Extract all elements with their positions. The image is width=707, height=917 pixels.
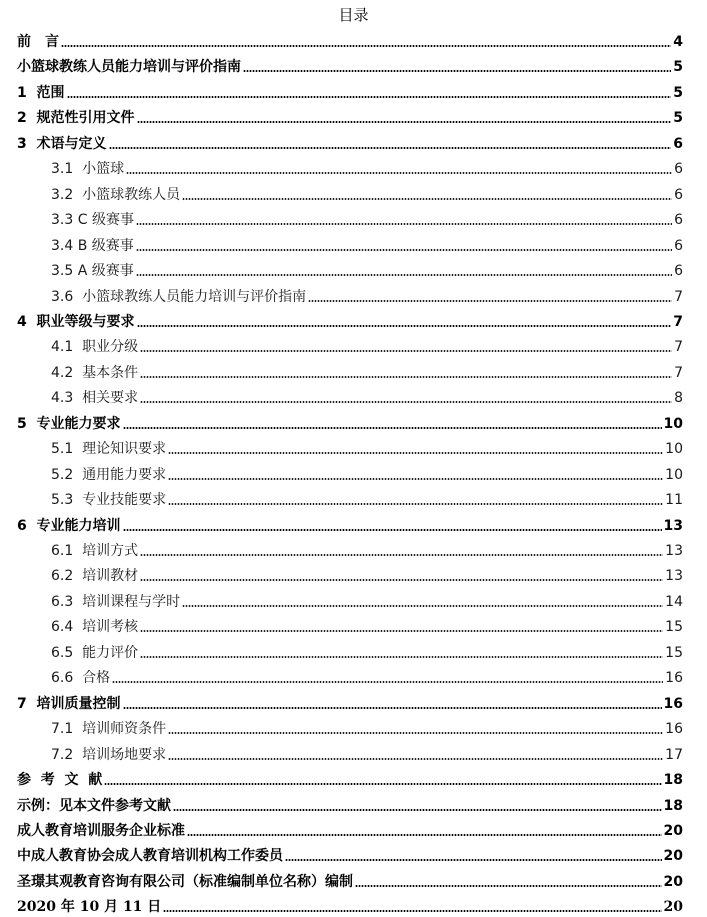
toc-entry[interactable] — [51, 283, 683, 307]
toc-entry-page: 16 — [665, 670, 683, 687]
toc-entry-page: 6 — [674, 186, 683, 203]
toc-entry[interactable] — [17, 868, 683, 892]
toc-entry-page: 20 — [663, 899, 683, 916]
toc-entry[interactable] — [17, 817, 683, 841]
toc-entry-page: 16 — [663, 695, 683, 712]
dot-leader — [61, 45, 671, 47]
toc-entry-text: 6.3 培训课程与学时 — [51, 593, 181, 610]
toc-entry[interactable] — [51, 588, 683, 612]
toc-entry-page: 20 — [663, 848, 683, 865]
toc-entry[interactable] — [51, 664, 683, 688]
toc-entry-text: 4.3 相关要求 — [51, 390, 139, 407]
dot-leader — [140, 579, 663, 581]
toc-entry-text: 2020 年 10 月 11 日 — [17, 899, 162, 916]
toc-entry[interactable] — [17, 893, 683, 917]
toc-entry[interactable] — [51, 206, 683, 230]
dot-leader — [168, 478, 663, 480]
toc-entry-page: 8 — [674, 390, 683, 407]
toc-entry-text: 6.1 培训方式 — [51, 543, 139, 559]
dot-leader — [136, 274, 672, 276]
toc-entry-text: 3.2 小篮球教练人员 — [51, 186, 181, 203]
toc-entry-page: 5 — [673, 110, 683, 127]
dot-leader — [140, 376, 672, 378]
toc-entry-text: 圣璟其观教育咨询有限公司（标准编制单位名称）编制 — [17, 873, 353, 890]
toc-entry-text: 2 规范性引用文件 — [17, 110, 135, 127]
toc-entry-page: 6 — [674, 161, 683, 178]
toc-entry-text: 前 言 — [17, 34, 59, 50]
dot-leader — [109, 147, 672, 149]
dot-leader — [67, 96, 672, 98]
toc-entry-text: 6 专业能力培训 — [17, 517, 121, 534]
toc-entry-page: 11 — [665, 492, 683, 509]
toc-entry-text: 3.1 小篮球 — [51, 161, 125, 178]
toc-entry-page: 10 — [665, 441, 683, 458]
toc-entry-page: 5 — [673, 59, 683, 76]
toc-entry-text: 7.2 培训场地要求 — [51, 746, 167, 763]
toc-entry-text: 示例：见本文件参考文献 — [17, 797, 171, 814]
toc-entry[interactable] — [17, 28, 683, 52]
toc-entry-page: 7 — [674, 339, 683, 356]
toc-entry-page: 7 — [674, 288, 683, 305]
toc-entry-text: 6.4 培训考核 — [51, 619, 139, 636]
toc-entry-page: 7 — [674, 364, 683, 381]
toc-entry[interactable] — [17, 792, 683, 816]
toc-entry[interactable] — [17, 308, 683, 332]
toc-entry-page: 20 — [663, 873, 683, 890]
toc-entry[interactable] — [51, 715, 683, 739]
toc-entry-page: 15 — [665, 644, 683, 661]
toc-entry[interactable] — [51, 435, 683, 459]
dot-leader — [168, 452, 663, 454]
toc-entry-text: 7.1 培训师资条件 — [51, 721, 167, 738]
dot-leader — [187, 834, 662, 836]
toc-entry-text: 3.4 B 级赛事 — [51, 237, 134, 254]
toc-entry[interactable] — [17, 79, 683, 103]
dot-leader — [285, 859, 662, 861]
toc-entry[interactable] — [17, 53, 683, 77]
dot-leader — [123, 707, 662, 709]
toc-entry-page: 13 — [663, 517, 683, 534]
toc-entry-text: 6.6 合格 — [51, 670, 111, 687]
toc-entry-page: 5 — [673, 84, 683, 101]
dot-leader — [168, 758, 663, 760]
toc-entry-text: 1 范围 — [17, 84, 65, 101]
toc-entry[interactable] — [17, 104, 683, 128]
toc-entry-text: 中成人教育协会成人教育培训机构工作委员 — [17, 848, 283, 865]
toc-entry[interactable] — [51, 741, 683, 765]
toc-entry-page: 17 — [665, 746, 683, 763]
toc-entry-text: 小篮球教练人员能力培训与评价指南 — [17, 59, 241, 76]
dot-leader — [136, 249, 672, 251]
toc-entry-page: 4 — [673, 34, 683, 50]
dot-leader — [173, 809, 662, 811]
toc-entry-page: 13 — [665, 543, 683, 559]
toc-entry-text: 5.3 专业技能要求 — [51, 492, 167, 509]
dot-leader — [112, 681, 663, 683]
toc-entry[interactable] — [17, 842, 683, 866]
toc-entry-page: 16 — [665, 721, 683, 738]
toc-entry-text: 7 培训质量控制 — [17, 695, 121, 712]
dot-leader — [163, 910, 661, 912]
toc-entry-page: 13 — [665, 568, 683, 585]
toc-entry-text: 6.2 培训教材 — [51, 568, 139, 585]
toc-entry[interactable] — [51, 461, 683, 485]
toc-entry[interactable] — [51, 537, 683, 561]
dot-leader — [137, 121, 672, 123]
toc-entry[interactable] — [17, 766, 683, 790]
dot-leader — [355, 885, 662, 887]
toc-entry-page: 6 — [673, 135, 683, 152]
toc-entry-text: 3.6 小篮球教练人员能力培训与评价指南 — [51, 288, 307, 305]
dot-leader — [123, 427, 662, 429]
dot-leader — [182, 605, 663, 607]
toc-entry-text: 5.1 理论知识要求 — [51, 441, 167, 458]
dot-leader — [308, 300, 672, 302]
toc-entry[interactable] — [51, 333, 683, 357]
toc-entry-page: 10 — [663, 415, 683, 432]
toc-entry[interactable] — [51, 359, 683, 383]
toc-entry[interactable] — [17, 130, 683, 154]
dot-leader — [140, 554, 663, 556]
toc-entry[interactable] — [51, 639, 683, 663]
toc-entry[interactable] — [17, 690, 683, 714]
toc-entry-text: 6.5 能力评价 — [51, 644, 139, 661]
toc-entry-text: 4.2 基本条件 — [51, 364, 139, 381]
dot-leader — [136, 223, 672, 225]
dot-leader — [140, 656, 663, 658]
toc-title: 目录 — [338, 6, 369, 24]
toc-entry[interactable] — [17, 410, 683, 434]
toc-entry-page: 15 — [665, 619, 683, 636]
toc-entry[interactable] — [51, 181, 683, 205]
toc-entry-text: 参 考 文 献 — [17, 772, 103, 789]
dot-leader — [140, 630, 663, 632]
dot-leader — [140, 401, 672, 403]
toc-entry-text: 3.5 A 级赛事 — [51, 263, 134, 280]
toc-entry-text: 5.2 通用能力要求 — [51, 466, 167, 483]
toc-entry-page: 18 — [663, 797, 683, 814]
toc-entry-text: 3 术语与定义 — [17, 135, 107, 152]
toc-entry[interactable] — [51, 486, 683, 510]
toc-entry[interactable] — [51, 257, 683, 281]
toc-entry-page: 6 — [674, 212, 683, 229]
toc-entry[interactable] — [51, 384, 683, 408]
dot-leader — [168, 503, 663, 505]
toc-entry-page: 10 — [665, 466, 683, 483]
toc-entry-text: 3.3 C 级赛事 — [51, 212, 134, 229]
toc-entry-text: 4 职业等级与要求 — [17, 313, 135, 330]
toc-entry[interactable] — [17, 512, 683, 536]
dot-leader — [104, 783, 661, 785]
dot-leader — [137, 325, 672, 327]
toc-entry[interactable] — [51, 613, 683, 637]
toc-entry[interactable] — [51, 155, 683, 179]
toc-entry-page: 18 — [663, 772, 683, 789]
toc-entry-text: 5 专业能力要求 — [17, 415, 121, 432]
toc-entry-page: 6 — [674, 263, 683, 280]
dot-leader — [243, 70, 671, 72]
toc-entry-text: 4.1 职业分级 — [51, 339, 139, 356]
dot-leader — [126, 172, 672, 174]
toc-entry-page: 20 — [663, 822, 683, 839]
toc-entry-page: 14 — [665, 593, 683, 610]
toc-entry-page: 6 — [674, 237, 683, 254]
toc-entry[interactable] — [51, 232, 683, 256]
dot-leader — [140, 350, 672, 352]
toc-entry[interactable] — [51, 562, 683, 586]
dot-leader — [168, 732, 663, 734]
toc-entry-text: 成人教育培训服务企业标准 — [17, 822, 185, 839]
toc-entry-page: 7 — [673, 313, 683, 330]
dot-leader — [182, 198, 672, 200]
dot-leader — [123, 529, 662, 531]
